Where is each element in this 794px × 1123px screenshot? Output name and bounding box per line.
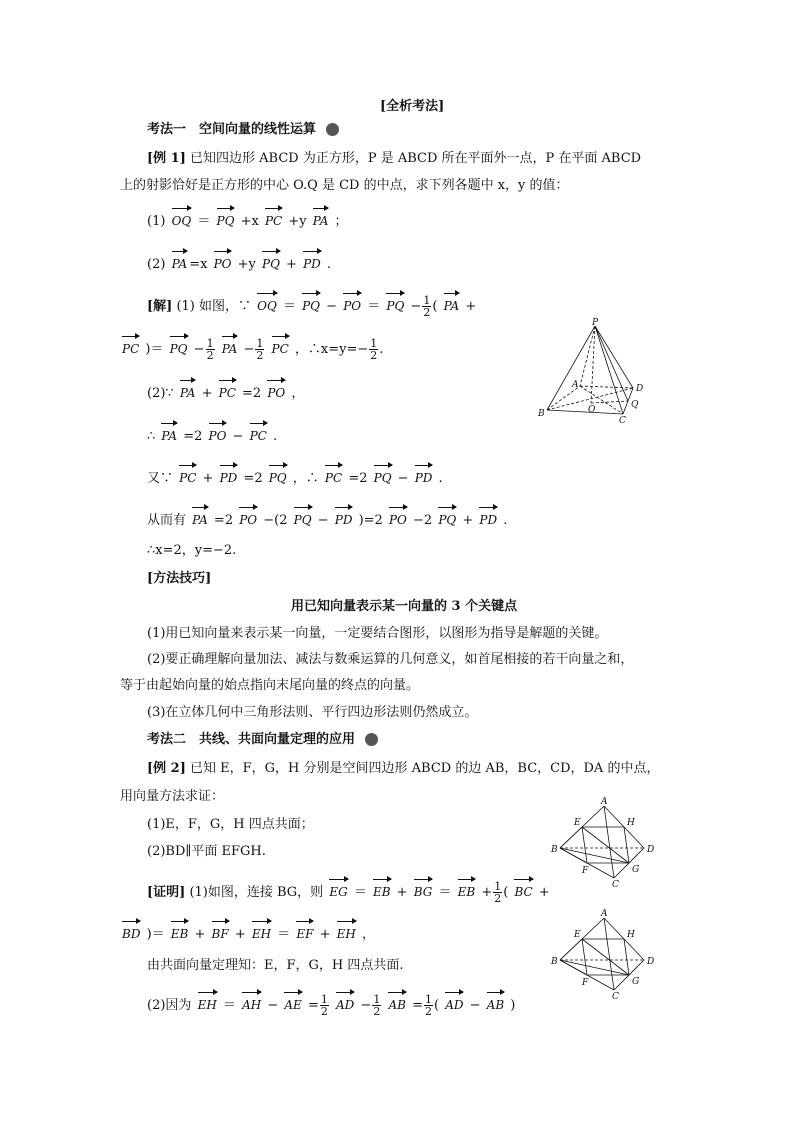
fraction-half: $\frac{1}{2}$: [423, 294, 431, 319]
example1-text-1: 已知四边形 ABCD 为正方形，P 是 ABCD 所在平面外一点，P 在平面 ABCD: [190, 151, 642, 166]
vector-PQ: PQ: [302, 290, 320, 315]
proof-label: [证明]: [147, 885, 186, 900]
example2-line2: 用向量方法求证：: [120, 789, 225, 804]
vector-PA: PA: [222, 333, 238, 358]
fraction-half: $\frac{1}{2}$: [206, 337, 214, 362]
vector-BD: BD: [122, 918, 140, 943]
example1-line1: [147, 150, 641, 168]
vector-BF: BF: [212, 918, 229, 943]
example1-line2: 上的射影恰好是正方形的中心 O.Q 是 CD 的中点，求下列各题中 x，y 的值：: [120, 178, 569, 193]
solution-line4: ∴ PA =2 PO − PC .: [147, 420, 277, 446]
vector-EF: EF: [296, 918, 313, 943]
vector-PC: PC: [179, 462, 196, 487]
tetrahedron-figure-2: [548, 908, 660, 1000]
vector-PA: PA: [192, 504, 208, 529]
vector-AH: AH: [242, 989, 261, 1014]
solution-line3: (2)∵ PA + PC =2 PO ，: [147, 377, 304, 403]
equation-item1: (1) OQ ＝ PQ +x PC +y PA ；: [147, 205, 348, 231]
vector-PQ: PQ: [217, 205, 235, 230]
label-O: O: [588, 405, 596, 415]
label-D: D: [636, 384, 644, 394]
example1-label: [例 1]: [147, 151, 186, 166]
vector-PD: PD: [220, 462, 238, 487]
vector-PA: PA: [180, 377, 196, 402]
vector-BG: BG: [414, 876, 433, 901]
section1-title-text: 考法一 空间向量的线性运算: [147, 122, 317, 137]
vector-PQ: PQ: [262, 248, 280, 273]
method-point1: (1)用已知向量来表示某一向量，一定要结合图形，以图形为指导是解题的关键。: [147, 626, 608, 641]
vector-EB: EB: [373, 876, 391, 901]
therefore-text: ∴: [147, 429, 156, 444]
solution-line1: [解] (1) 如图，∵ OQ ＝ PQ − PO ＝ PQ − $\frac{1}{2}$ ( PA +: [147, 290, 476, 318]
label-B: B: [551, 845, 558, 855]
claim2: (2)BD∥平面 EFGH.: [147, 844, 266, 859]
fraction-half: $\frac{1}{2}$: [494, 880, 502, 905]
proof2-line: (2)因为 EH ＝ AH − AE = $\frac{1}{2}$ AD − $\frac{1}{2}$ AB = $\frac{1}{2}$ ( AD − AB ): [147, 989, 515, 1017]
label-B: B: [538, 409, 545, 419]
vector-PD: PD: [335, 504, 353, 529]
label-H: H: [627, 930, 635, 940]
label-C: C: [619, 416, 626, 424]
vector-EB: EB: [171, 918, 189, 943]
label-C: C: [612, 992, 619, 1000]
vector-PA: PA: [313, 205, 329, 230]
label-A: A: [601, 797, 608, 807]
vector-OQ: OQ: [257, 290, 277, 315]
label-G: G: [632, 865, 640, 875]
vector-AD: AD: [445, 989, 463, 1014]
method-label: [方法技巧]: [147, 571, 212, 586]
vector-PQ: PQ: [269, 462, 287, 487]
item2-label: (2): [147, 257, 166, 272]
method-point2-line1: (2)要正确理解向量加法、减法与数乘运算的几何意义，如首尾相接的若干向量之和，: [147, 652, 634, 667]
vector-PC: PC: [122, 333, 139, 358]
vector-EH: EH: [252, 918, 271, 943]
solution-line2: PC )＝ PQ − $\frac{1}{2}$ PA − $\frac{1}{2}$ PC ，∴x=y=− $\frac{1}{2}$ .: [120, 333, 383, 361]
circle-icon: [365, 733, 378, 746]
vector-EG: EG: [329, 876, 347, 901]
example2-line1: [147, 760, 659, 778]
vector-PC: PC: [265, 205, 282, 230]
vector-PO: PO: [214, 248, 232, 273]
vector-PA: PA: [161, 420, 177, 445]
solution-line5: 又∵ PC + PD =2 PQ ，∴ PC =2 PQ − PD .: [147, 462, 443, 488]
vector-PQ: PQ: [386, 290, 404, 315]
vector-AB: AB: [487, 989, 504, 1014]
solution-label: [解]: [147, 299, 173, 314]
vector-PC: PC: [325, 462, 342, 487]
vector-PO: PO: [389, 504, 407, 529]
final-answer: ∴x=2，y=−2.: [147, 543, 237, 558]
vector-PD: PD: [303, 248, 321, 273]
label-E: E: [574, 930, 581, 940]
label-G: G: [632, 977, 640, 987]
vector-PQ: PQ: [294, 504, 312, 529]
vector-PC: PC: [250, 420, 267, 445]
fraction-half: $\frac{1}{2}$: [424, 993, 432, 1018]
label-F: F: [582, 866, 589, 876]
claim1: (1)E，F，G，H 四点共面；: [147, 817, 314, 832]
label-P: P: [592, 318, 599, 328]
vector-PO: PO: [267, 377, 285, 402]
label-B: B: [551, 957, 558, 967]
vector-PA: PA: [444, 290, 460, 315]
fraction-half: $\frac{1}{2}$: [320, 993, 328, 1018]
page-header: [全析考法]: [380, 99, 445, 114]
thus-text: 从而有: [147, 513, 187, 528]
vector-PQ: PQ: [170, 333, 188, 358]
method-point3: (3)在立体几何中三角形法则、平行四边形法则仍然成立。: [147, 705, 478, 720]
vector-OQ: OQ: [172, 205, 192, 230]
vector-PO: PO: [209, 420, 227, 445]
fraction-half: $\frac{1}{2}$: [256, 337, 264, 362]
solution-intro: (1) 如图，∵: [176, 299, 252, 314]
vector-PQ: PQ: [438, 504, 456, 529]
section2-title-text: 考法二 共线、共面向量定理的应用: [147, 732, 356, 747]
vector-AE: AE: [284, 989, 301, 1014]
label-D: D: [647, 957, 655, 967]
solution-line6: 从而有 PA =2 PO −(2 PQ − PD )=2 PO −2 PQ + PD .: [147, 504, 507, 530]
label-H: H: [627, 818, 635, 828]
vector-PC: PC: [272, 333, 289, 358]
vector-PO: PO: [239, 504, 257, 529]
equation-item2: (2) PA =x PO +y PQ + PD .: [147, 248, 331, 274]
example2-label: [例 2]: [147, 761, 186, 776]
vector-PD: PD: [415, 462, 433, 487]
vector-EH: EH: [198, 989, 217, 1014]
label-D: D: [647, 845, 655, 855]
vector-AB: AB: [388, 989, 405, 1014]
label-C: C: [612, 880, 619, 888]
proof-line2: BD )＝ EB + BF + EH ＝ EF + EH ，: [120, 918, 375, 944]
proof-intro: (1)如图，连接 BG，则: [189, 885, 324, 900]
since-text: (2)∵: [147, 386, 174, 401]
label-A: A: [572, 380, 579, 390]
vector-PQ: PQ: [374, 462, 392, 487]
circle-icon: [326, 123, 339, 136]
proof-line1: [证明] (1)如图，连接 BG，则 EG ＝ EB + BG ＝ EB + $\frac{1}{2}$ ( BC +: [147, 876, 550, 904]
also-text: 又∵: [147, 471, 174, 486]
example2-text-1: 已知 E，F，G，H 分别是空间四边形 ABCD 的边 AB，BC，CD，DA 的中点，: [190, 761, 660, 776]
tetrahedron-figure-1: [548, 796, 660, 888]
fraction-half: $\frac{1}{2}$: [373, 993, 381, 1018]
vector-PO: PO: [343, 290, 361, 315]
method-title: 用已知向量表示某一向量的 3 个关键点: [291, 599, 518, 614]
fraction-half: $\frac{1}{2}$: [370, 337, 378, 362]
vector-BC: BC: [514, 876, 532, 901]
vector-PC: PC: [219, 377, 236, 402]
pyramid-figure: [535, 316, 665, 424]
vector-PA: PA: [172, 248, 188, 273]
item1-label: (1): [147, 214, 166, 229]
method-point2-line2: 等于由起始向量的始点指向末尾向量的终点的向量。: [120, 678, 420, 693]
conclusion1: 由共面向量定理知：E，F，G，H 四点共面.: [147, 958, 404, 973]
section2-title: [147, 731, 378, 749]
label-Q: Q: [631, 400, 639, 410]
section1-title: [147, 121, 339, 139]
vector-AD: AD: [336, 989, 354, 1014]
label-E: E: [574, 818, 581, 828]
label-F: F: [582, 978, 589, 988]
vector-EH: EH: [337, 918, 356, 943]
label-A: A: [601, 909, 608, 919]
result1-text: ，∴x=y=−: [294, 342, 369, 357]
vector-PD: PD: [479, 504, 497, 529]
proof2-intro: (2)因为: [147, 998, 192, 1013]
vector-EB: EB: [458, 876, 476, 901]
